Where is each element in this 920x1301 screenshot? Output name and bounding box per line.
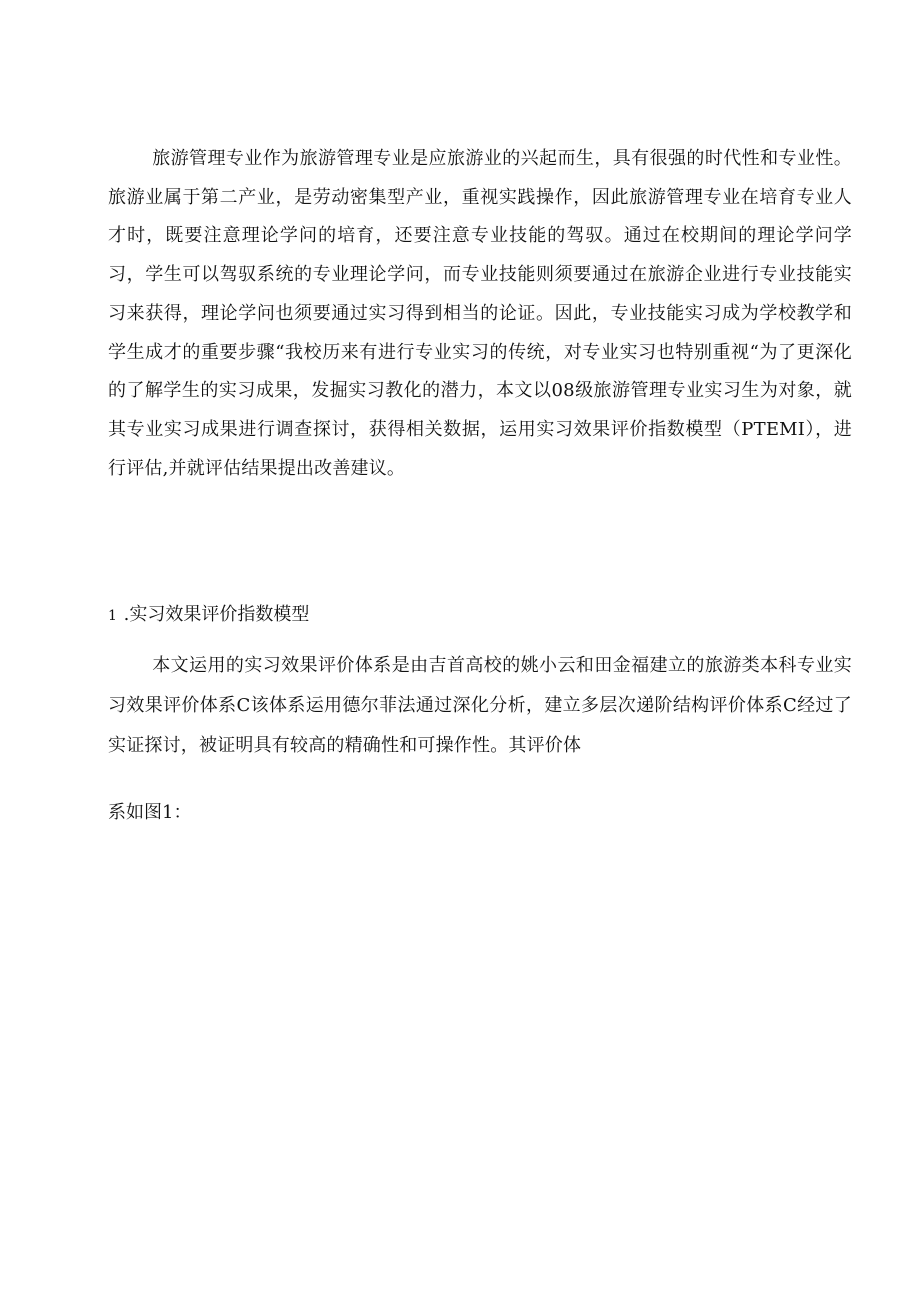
body-paragraph-model xyxy=(108,646,852,766)
paragraph-text: 旅游管理专业作为旅游管理专业是应旅游业的兴起而生，具有很强的时代性和专业性。旅游业属于第二产业，是劳动密集型产业，重视实践操作，因此旅游管理专业在培育专业人才时，既要注意理论学问的培育，还要注意专业技能的驾驭。通过在校期间的理论学问学习，学生可以驾驭系统的专业理论学问，而专业技能则须要通过在旅游企业进行专业技能实习来获得，理论学问也须要通过实习得到相当的论证。因此，专业技能实习成为学校教学和学生成才的重要步骤“我校历来有进行专业实习的传统，对专业实习也特别重视“为了更深化的了解学生的实习成果，发掘实习教化的潜力，本文以08级旅游管理专业实习生为对象，就其专业实习成果进行调查探讨，获得相关数据，运用实习效果评价指数模型（PTEMI），进行评估,并就评估结果提出改善建议。 xyxy=(108,148,852,479)
paragraph-text: 系如图1： xyxy=(108,802,192,823)
paragraph-text: 本文运用的实习效果评价体系是由吉首高校的姚小云和田金福建立的旅游类本科专业实习效果评价体系C该体系运用德尔菲法通过深化分析，建立多层次递阶结构评价体系C经过了实证探讨，被证明具有较高的精确性和可操作性。其评价体 xyxy=(108,655,852,756)
body-paragraph-figure-ref xyxy=(108,794,191,832)
section-heading xyxy=(108,596,309,635)
section-title: .实习效果评价指数模型 xyxy=(123,604,310,625)
body-paragraph-intro xyxy=(108,140,852,488)
section-number: 1 xyxy=(108,608,118,624)
